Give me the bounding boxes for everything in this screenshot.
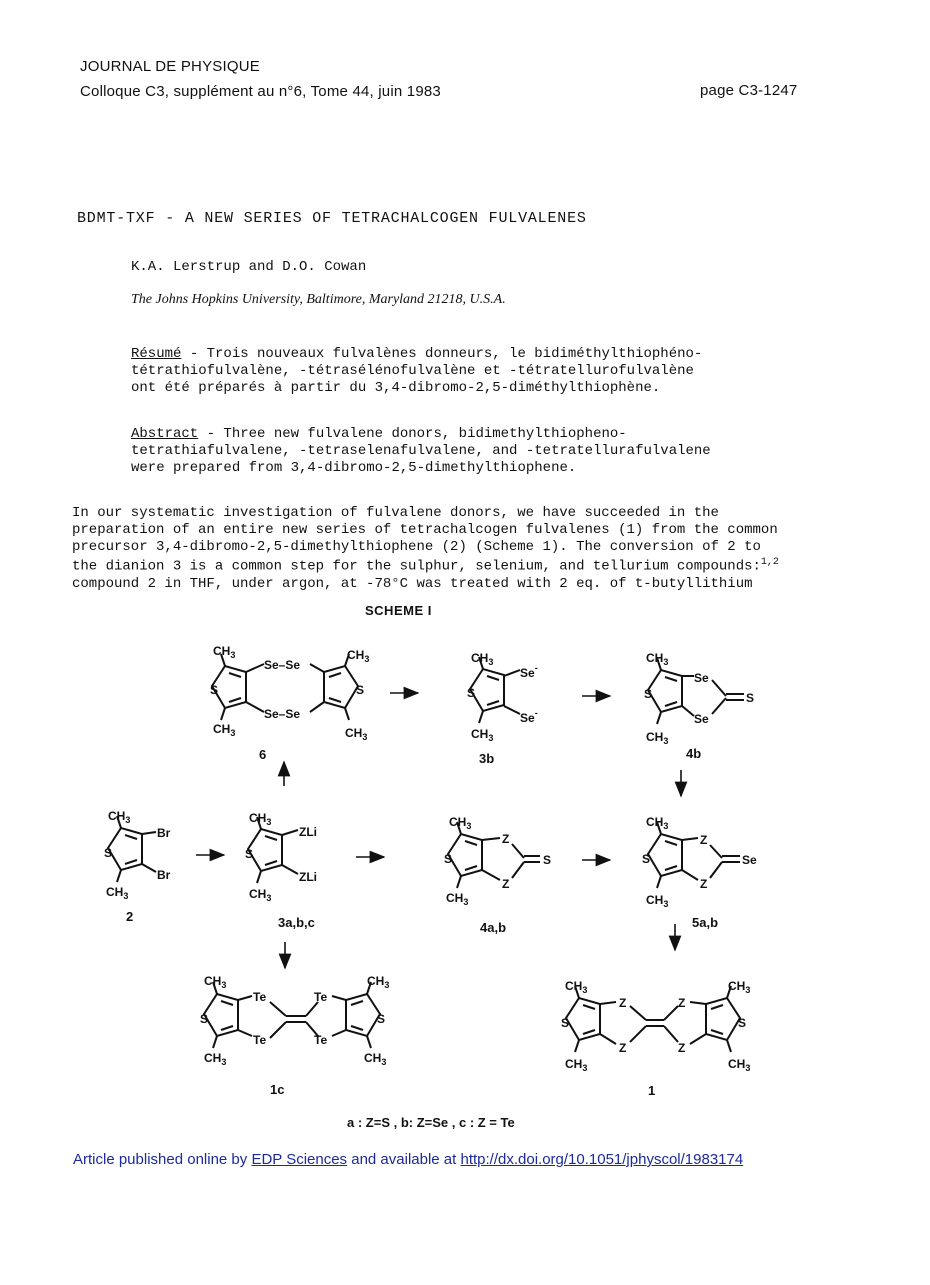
svg-text:CH3: $CH_3$ [367, 974, 390, 990]
svg-text:S: S [444, 852, 453, 866]
svg-text:Te: Te [314, 1033, 328, 1047]
svg-text:CH3: $CH_3$ [565, 1057, 588, 1073]
svg-text:CH3: $CH_3$ [646, 651, 669, 667]
compound-3b [467, 651, 538, 743]
resume-line-3: ont été préparés à partir du 3,4-dibromo-2,5-diméthylthiophène. [131, 379, 661, 396]
edp-sciences-link[interactable]: EDP Sciences [251, 1151, 348, 1168]
svg-text:Se-: Se- [520, 663, 538, 680]
svg-text:S: S [245, 847, 254, 861]
resume-line-1: - Trois nouveaux fulvalènes donneurs, le bidiméthylthiophéno- [181, 346, 703, 362]
svg-text:CH3: $CH_3$ [106, 885, 129, 901]
compound-3abc [245, 811, 317, 903]
journal-name: JOURNAL DE PHYSIQUE [80, 58, 260, 75]
svg-text:Z: Z [619, 1041, 627, 1055]
svg-text:Te: Te [253, 1033, 267, 1047]
svg-text:Z: Z [700, 833, 708, 847]
svg-text:S: S [746, 691, 755, 705]
svg-text:ZLi: ZLi [299, 870, 317, 884]
svg-text:CH3: $CH_3$ [204, 974, 227, 990]
svg-text:CH3: $CH_3$ [204, 1051, 227, 1067]
svg-text:CH3: $CH_3$ [646, 815, 669, 831]
svg-text:Z: Z [678, 1041, 686, 1055]
compound-1c [200, 974, 389, 1067]
label-1c: 1c [270, 1082, 285, 1097]
page-number: page C3-1247 [700, 82, 798, 99]
compound-6 [210, 644, 369, 742]
svg-text:CH3: $CH_3$ [213, 722, 236, 738]
svg-text:CH3: $CH_3$ [213, 644, 236, 660]
svg-text:CH3: $CH_3$ [728, 979, 751, 995]
svg-text:Se: Se [694, 671, 709, 685]
svg-text:CH3: $CH_3$ [345, 726, 368, 742]
compound-4ab [444, 815, 551, 907]
scheme-title: SCHEME I [365, 603, 432, 618]
svg-text:CH3: $CH_3$ [646, 730, 669, 746]
abstract-line-3: were prepared from 3,4-dibromo-2,5-dimethylthiophene. [131, 459, 577, 476]
resume-line-2: tétrathiofulvalène, -tétrasélénofulvalène et -tétratellurofulvalène [131, 362, 694, 379]
compound-2 [104, 809, 171, 901]
svg-text:Se: Se [694, 712, 709, 726]
abstract-label: Abstract [131, 426, 199, 442]
svg-text:Br: Br [157, 826, 171, 840]
label-4ab: 4a,b [480, 920, 507, 935]
label-1: 1 [648, 1083, 656, 1098]
svg-text:S: S [561, 1016, 570, 1030]
colloque-info: Colloque C3, supplément au n°6, Tome 44, juin 1983 [80, 83, 441, 100]
compound-5ab [642, 815, 757, 909]
svg-text:Z: Z [502, 877, 510, 891]
intro-line-4: the dianion 3 is a common step for the sulphur, selenium, and tellurium compounds: [72, 559, 761, 576]
svg-text:CH3: $CH_3$ [646, 893, 669, 909]
svg-text:S: S [642, 852, 651, 866]
svg-text:S: S [377, 1012, 386, 1026]
svg-text:S: S [543, 853, 552, 867]
label-5ab: 5a,b [692, 915, 719, 930]
article-title: BDMT-TXF - A NEW SERIES OF TETRACHALCOGEN FULVALENES [77, 210, 587, 227]
svg-text:S: S [356, 683, 365, 697]
label-3b: 3b [479, 751, 495, 766]
compound-1 [561, 979, 750, 1073]
svg-text:CH3: $CH_3$ [449, 815, 472, 831]
svg-text:CH3: $CH_3$ [108, 809, 131, 825]
abstract-line-2: tetrathiafulvalene, -tetraselenafulvalene, and -tetratellurafulvalene [131, 442, 711, 459]
svg-text:S: S [738, 1016, 747, 1030]
svg-text:CH3: $CH_3$ [471, 727, 494, 743]
svg-text:Z: Z [678, 996, 686, 1010]
svg-text:Se–Se: Se–Se [264, 707, 301, 721]
svg-text:S: S [104, 846, 113, 860]
svg-text:Z: Z [502, 832, 510, 846]
svg-text:S: S [200, 1012, 209, 1026]
svg-text:Z: Z [619, 996, 627, 1010]
svg-text:Se-: Se- [520, 708, 538, 725]
svg-text:ZLi: ZLi [299, 825, 317, 839]
svg-text:Te: Te [314, 990, 328, 1004]
abstract-line-1: - Three new fulvalene donors, bidimethylthiopheno- [198, 426, 627, 442]
affiliation: The Johns Hopkins University, Baltimore, Maryland 21218, U.S.A. [131, 292, 506, 307]
svg-text:S: S [644, 687, 653, 701]
svg-text:S: S [210, 683, 219, 697]
compound-4b [644, 651, 754, 746]
svg-text:Se–Se: Se–Se [264, 658, 301, 672]
footer-middle: and available at [347, 1151, 461, 1168]
label-6: 6 [259, 747, 267, 762]
citation-superscript: 1,2 [760, 557, 779, 569]
label-4b: 4b [686, 746, 702, 761]
svg-text:S: S [467, 686, 476, 700]
svg-text:CH3: $CH_3$ [446, 891, 469, 907]
footer-prefix: Article published online by [73, 1151, 252, 1168]
svg-text:CH3: $CH_3$ [728, 1057, 751, 1073]
svg-text:CH3: $CH_3$ [471, 651, 494, 667]
intro-line-3: precursor 3,4-dibromo-2,5-dimethylthiophene (2) (Scheme 1). The conversion of 2 to [72, 538, 761, 555]
svg-text:CH3: $CH_3$ [347, 648, 370, 664]
intro-line-5: compound 2 in THF, under argon, at -78°C was treated with 2 eq. of t-butyllithium [72, 575, 753, 592]
authors: K.A. Lerstrup and D.O. Cowan [131, 259, 367, 275]
resume-label: Résumé [131, 346, 182, 362]
publication-footer [73, 1151, 743, 1168]
scheme-legend: a : Z=S , b: Z=Se , c : Z = Te [347, 1115, 515, 1130]
label-3abc: 3a,b,c [278, 915, 315, 930]
svg-text:Z: Z [700, 877, 708, 891]
intro-line-1: In our systematic investigation of fulvalene donors, we have succeeded in the [72, 505, 719, 521]
svg-text:CH3: $CH_3$ [249, 811, 272, 827]
svg-text:CH3: $CH_3$ [364, 1051, 387, 1067]
doi-link[interactable]: http://dx.doi.org/10.1051/jphyscol/1983174 [460, 1151, 744, 1168]
label-2: 2 [126, 909, 134, 924]
intro-line-2: preparation of an entire new series of tetrachalcogen fulvalenes (1) from the common [72, 521, 778, 538]
svg-text:Br: Br [157, 868, 171, 882]
svg-text:CH3: $CH_3$ [565, 979, 588, 995]
svg-text:Te: Te [253, 990, 267, 1004]
svg-text:Se: Se [742, 853, 757, 867]
svg-text:CH3: $CH_3$ [249, 887, 272, 903]
